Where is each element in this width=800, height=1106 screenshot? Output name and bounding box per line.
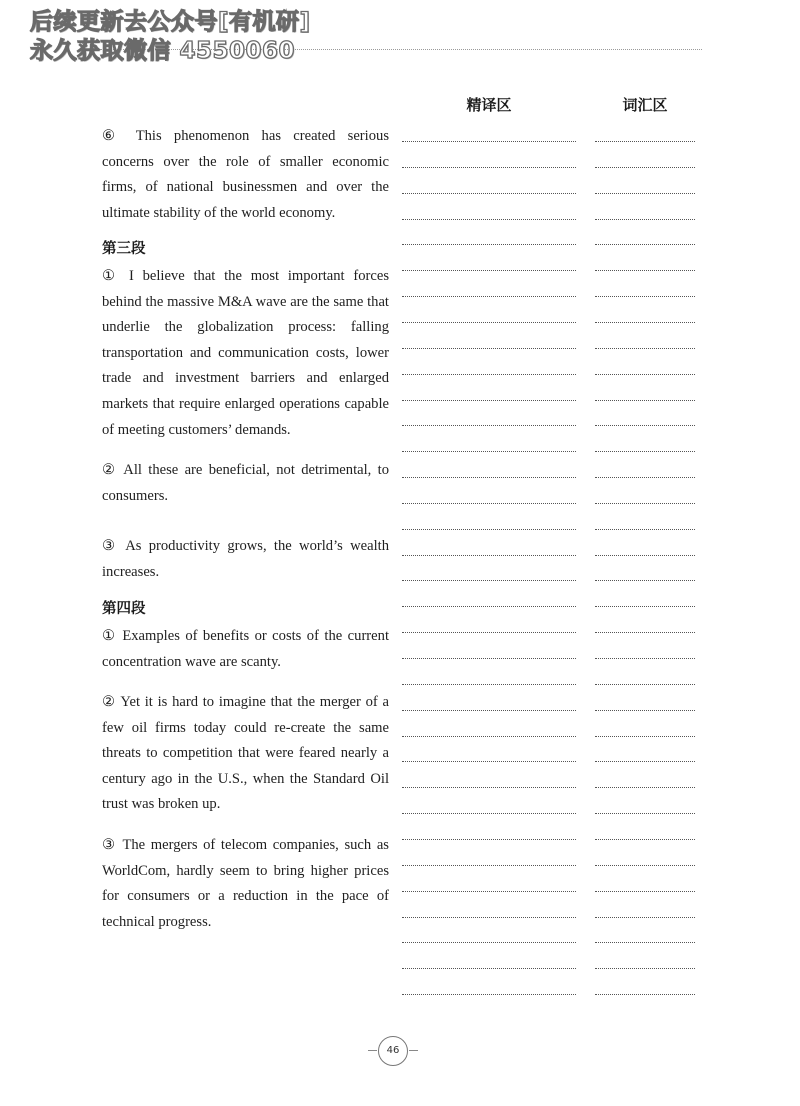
- translation-line: [402, 296, 576, 297]
- vocabulary-line: [595, 994, 695, 995]
- translation-line: [402, 787, 576, 788]
- vocabulary-line: [595, 555, 695, 556]
- vocabulary-line: [595, 891, 695, 892]
- translation-line: [402, 193, 576, 194]
- translation-line: [402, 580, 576, 581]
- vocabulary-line: [595, 477, 695, 478]
- translation-line: [402, 632, 576, 633]
- translation-line: [402, 270, 576, 271]
- vocabulary-line: [595, 736, 695, 737]
- vocabulary-line: [595, 193, 695, 194]
- translation-line: [402, 684, 576, 685]
- vocabulary-line: [595, 813, 695, 814]
- vocabulary-line: [595, 580, 695, 581]
- translation-line: [402, 244, 576, 245]
- vocabulary-line: [595, 374, 695, 375]
- vocabulary-line: [595, 942, 695, 943]
- vocabulary-line: [595, 296, 695, 297]
- translation-column-heading: 精译区: [466, 96, 512, 114]
- vocabulary-line: [595, 658, 695, 659]
- translation-line: [402, 891, 576, 892]
- vocabulary-line: [595, 606, 695, 607]
- paragraph-3-2: ② All these are beneficial, not detrimental, to consumers.: [102, 462, 389, 504]
- translation-line: [402, 374, 576, 375]
- vocabulary-line: [595, 839, 695, 840]
- translation-line: [402, 348, 576, 349]
- translation-line: [402, 994, 576, 995]
- translation-line: [402, 736, 576, 737]
- translation-line: [402, 555, 576, 556]
- vocabulary-line: [595, 968, 695, 969]
- paragraph-3-3: ③ As productivity grows, the world’s wealth increases.: [102, 538, 389, 580]
- translation-line: [402, 658, 576, 659]
- translation-line: [402, 839, 576, 840]
- vocabulary-line: [595, 219, 695, 220]
- page-number: 46: [378, 1036, 408, 1066]
- vocabulary-line: [595, 451, 695, 452]
- translation-line: [402, 813, 576, 814]
- watermark-line-2: 永久获取微信 4550060: [30, 38, 296, 64]
- vocabulary-line: [595, 141, 695, 142]
- passage-text-column: [102, 124, 389, 935]
- vocabulary-line: [595, 684, 695, 685]
- translation-line: [402, 503, 576, 504]
- paragraph-4-1: ① Examples of benefits or costs of the current concentration wave are scanty.: [102, 628, 389, 670]
- translation-line: [402, 529, 576, 530]
- translation-line: [402, 425, 576, 426]
- translation-line: [402, 322, 576, 323]
- translation-line: [402, 606, 576, 607]
- vocabulary-line: [595, 244, 695, 245]
- vocabulary-line: [595, 400, 695, 401]
- vocabulary-line: [595, 425, 695, 426]
- paragraph-4-2: ② Yet it is hard to imagine that the merger of a few oil firms today could re-create the same threats to competition that were feared nearly a century ago in the U.S., when the Standard Oil trust was broken up.: [102, 694, 389, 813]
- translation-line: [402, 968, 576, 969]
- vocabulary-line: [595, 632, 695, 633]
- vocabulary-line: [595, 167, 695, 168]
- vocabulary-line: [595, 348, 695, 349]
- watermark: [30, 8, 311, 66]
- vocabulary-line: [595, 322, 695, 323]
- paragraph-4-3: ③ The mergers of telecom companies, such as WorldCom, hardly seem to bring higher prices for consumers or a reduction in the pace of technical progress.: [102, 837, 389, 930]
- translation-line: [402, 451, 576, 452]
- translation-line: [402, 141, 576, 142]
- vocabulary-line: [595, 865, 695, 866]
- vocabulary-line: [595, 529, 695, 530]
- translation-line: [402, 942, 576, 943]
- translation-line: [402, 710, 576, 711]
- vocabulary-line: [595, 710, 695, 711]
- section-title-3: 第三段: [102, 241, 146, 257]
- translation-line: [402, 400, 576, 401]
- translation-line: [402, 917, 576, 918]
- translation-line: [402, 477, 576, 478]
- translation-line: [402, 761, 576, 762]
- vocabulary-line: [595, 917, 695, 918]
- vocabulary-line: [595, 787, 695, 788]
- translation-line: [402, 219, 576, 220]
- translation-line: [402, 167, 576, 168]
- translation-line: [402, 865, 576, 866]
- section-title-4: 第四段: [102, 601, 146, 617]
- vocabulary-line: [595, 761, 695, 762]
- vocabulary-column-heading: 词汇区: [622, 96, 668, 114]
- vocabulary-line: [595, 503, 695, 504]
- vocabulary-line: [595, 270, 695, 271]
- paragraph-2-6: ⑥ This phenomenon has created serious concerns over the role of smaller economic firms, of national businessmen and over the ultimate stability of the world economy.: [102, 128, 389, 221]
- paragraph-3-1: ① I believe that the most important forces behind the massive M&A wave are the same that underlie the globalization process: falling transportation and communication costs, lower trade and investment barriers and enlarged markets that require enlarged operations capable of meeting customers’ demands.: [102, 268, 389, 438]
- watermark-line-1: 后续更新去公众号[有机研]: [30, 9, 311, 35]
